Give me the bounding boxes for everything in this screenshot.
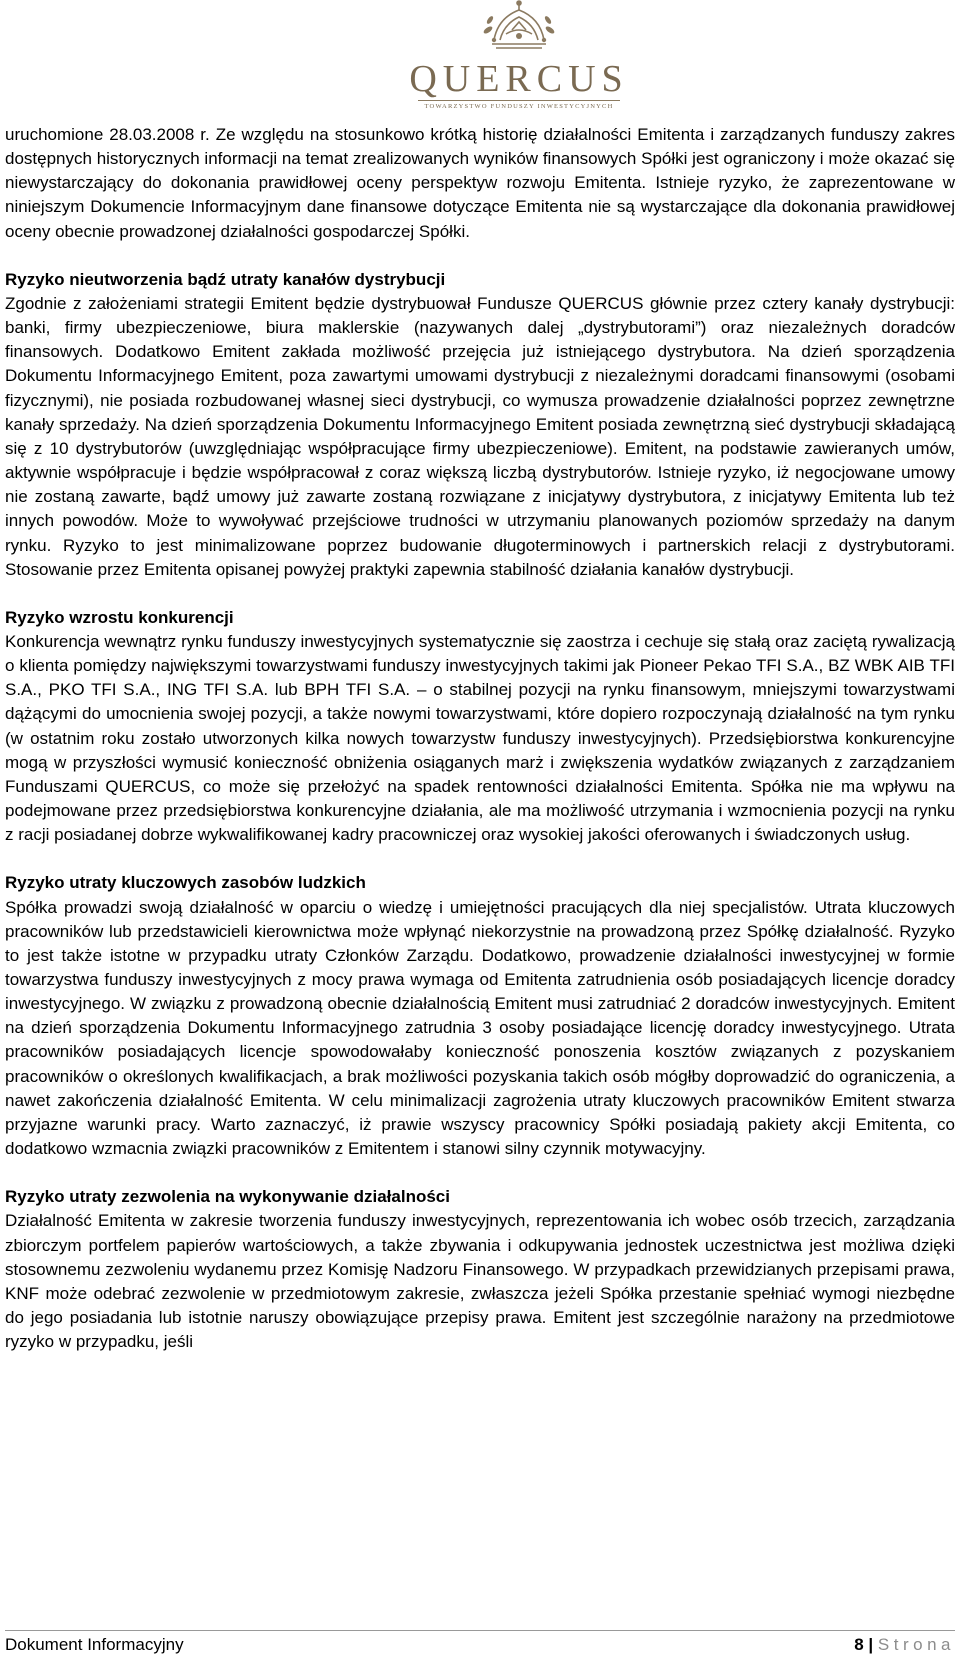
section-gap: [5, 244, 955, 268]
logo-wordmark: QUERCUS: [409, 58, 629, 100]
section-text-license: Działalność Emitenta w zakresie tworzenia funduszy inwestycyjnych, reprezentowania ich wobec osób trzecich, zarządzania zbiorczym portfelem papierów wartościowych, a także zbywania i odkupywania jednostek uczestnictwa jest możliwa dzięki stosownemu zezwoleniu wydanemu przez Komisję Nadzoru Finansowego. W przypadkach przewidzianych przepisami prawa, KNF może odebrać zezwolenie w przedmiotowym zakresie, zwłaszcza jeżeli Spółka przestanie spełniać wymogi niezbędne do jego posiadania lub istotnie naruszy obowiązujące przepisy prawa. Emitent jest szczególnie narażony na przedmiotowe ryzyko w przypadku, jeśli: [5, 1211, 955, 1352]
logo-tagline: TOWARZYSTWO FUNDUSZY INWESTYCYJNYCH: [418, 100, 620, 110]
page-indicator: [854, 1635, 955, 1655]
page-footer: [5, 1630, 955, 1656]
page-number: 8: [854, 1635, 864, 1654]
footer-divider: [5, 1630, 955, 1631]
section-gap: [5, 847, 955, 871]
page-separator: |: [868, 1635, 874, 1654]
footer-document-title: Dokument Informacyjny: [5, 1635, 184, 1654]
crown-emblem-icon: [474, 0, 564, 58]
section-heading-license: Ryzyko utraty zezwolenia na wykonywanie działalności: [5, 1187, 450, 1207]
section-text-human-resources: Spółka prowadzi swoją działalność w oparciu o wiedzę i umiejętności pracujących dla niej specjalistów. Utrata kluczowych pracowników lub przedstawicieli kierownictwa może wpłynąć niekorzystnie na prowadzoną przez Spółkę działalność. Ryzyko to jest także istotne w przypadku utraty Członków Zarządu. Dodatkowo, prowadzenie działalności inwestycyjnej w formie towarzystwa funduszy inwestycyjnych z mocy prawa wymaga od Emitenta zatrudnienia osób posiadających licencje doradcy inwestycyjnego. W związku z prowadzoną obecnie działalnością Emitent musi zatrudniać 2 doradców inwestycyjnych. Emitent na dzień sporządzenia Dokumentu Informacyjnego zatrudnia 3 osoby posiadające licencję doradcy inwestycyjnego. Utrata pracowników posiadających licencje spowodowałaby konieczność ponoszenia kosztów związanych z pozyskaniem pracowników o określonych kwalifikacjach, a brak możliwości pozyskania takich osób mógłby doprowadzić do ograniczenia, a nawet zakończenia działalność Emitenta. W celu minimalizacji zagrożenia utraty kluczowych pracowników Emitent stwarza przyjazne warunki pracy. Warto zaznaczyć, iż prawie wszyscy pracownicy Spółki posiadają pakiety akcji Emitenta, co dodatkowo wzmacnia związki pracowników z Emitentem i stanowi silny czynnik motywacyjny.: [5, 897, 955, 1159]
section-gap: [5, 1161, 955, 1185]
section-heading-distribution: Ryzyko nieutworzenia bądź utraty kanałów dystrybucji: [5, 269, 446, 289]
quercus-logo: [404, 0, 634, 115]
document-body: [5, 123, 955, 1354]
intro-paragraph: uruchomione 28.03.2008 r. Ze względu na stosunkowo krótką historię działalności Emitenta i zarządzanych funduszy zakres dostępnych historycznych informacji na temat zrealizowanych wyników finansowych Spółki jest ograniczony i może okazać się niewystarczający do dokonania prawidłowej oceny perspektyw rozwoju Emitenta. Istnieje ryzyko, że zaprezentowane w niniejszym Dokumencie Informacyjnym dane finansowe dotyczące Emitenta nie są wystarczające dla dokonania prawidłowej oceny obecnie prowadzonej działalności gospodarczej Spółki.: [5, 125, 955, 241]
section-heading-competition: Ryzyko wzrostu konkurencji: [5, 607, 234, 627]
section-gap: [5, 582, 955, 606]
section-text-distribution: Zgodnie z założeniami strategii Emitent będzie dystrybuował Fundusze QUERCUS głównie przez cztery kanały dystrybucji: banki, firmy ubezpieczeniowe, biura maklerskie (nazywanych dalej „dystrybutorami”) oraz niezależnych doradców finansowych. Dodatkowo Emitent zakłada możliwość przejęcia już istniejącego dystrybutora. Na dzień sporządzenia Dokumentu Informacyjnego Emitent, poza zawartymi umowami dystrybucji z niezależnymi doradcami finansowymi (osobami fizycznymi), nie posiada rozbudowanej własnej sieci dystrybucji, co wymusza prowadzenie działalności poprzez zewnętrzne kanały sprzedaży. Na dzień sporządzenia Dokumentu Informacyjnego Emitent posiada zewnętrzną sieć dystrybucji składającą się z 10 dystrybutorów (uwzględniając współpracujące firmy ubezpieczeniowe). Emitent, na podstawie zawieranych umów, aktywnie współpracuje i będzie współpracował z coraz większą liczbą dystrybutorów. Istnieje ryzyko, iż negocjowane umowy nie zostaną zawarte, bądź umowy już zawarte zostaną rozwiązane z inicjatywy dystrybutora, z inicjatywy Emitenta lub też innych powodów. Może to wywoływać przejściowe trudności w utrzymaniu planowanych poziomów sprzedaży na danym rynku. Ryzyko to jest minimalizowane poprzez budowanie długoterminowych i partnerskich relacji z dystrybutorami. Stosowanie przez Emitenta opisanej powyżej praktyki zapewnia stabilność działania kanałów dystrybucji.: [5, 293, 955, 579]
section-heading-human-resources: Ryzyko utraty kluczowych zasobów ludzkich: [5, 873, 366, 893]
page-header: [0, 0, 960, 120]
section-text-competition: Konkurencja wewnątrz rynku funduszy inwestycyjnych systematycznie się zaostrza i cechuje się stałą oraz zaciętą rywalizacją o klienta pomiędzy największymi towarzystwami funduszy inwestycyjnych takimi jak Pioneer Pekao TFI S.A., BZ WBK AIB TFI S.A., PKO TFI S.A., ING TFI S.A. lub BPH TFI S.A. – o stabilnej pozycji na rynku finansowym, mniejszymi towarzystwami dążącymi do umocnienia swojej pozycji, a także nowymi towarzystwami, które dopiero rozpoczynają działalność na tym rynku (w ostatnim roku zostało utworzonych kilka nowych towarzystw funduszy inwestycyjnych). Przedsiębiorstwa konkurencyjne mogą w przyszłości wymusić konieczność obniżenia osiąganych marż i zwiększenia wydatków związanych z zarządzaniem Funduszami QUERCUS, co może się przełożyć na spadek rentowności działalności Emitenta. Spółka nie ma wpływu na podejmowane przez przedsiębiorstwa konkurencyjne działania, ale ma możliwość utrzymania i wzmocnienia pozycji na rynku z racji posiadanej dobrze wykwalifikowanej kadry pracowniczej oraz wysokiej jakości oferowanych i świadczonych usług.: [5, 631, 955, 845]
page-word: Strona: [877, 1635, 955, 1654]
